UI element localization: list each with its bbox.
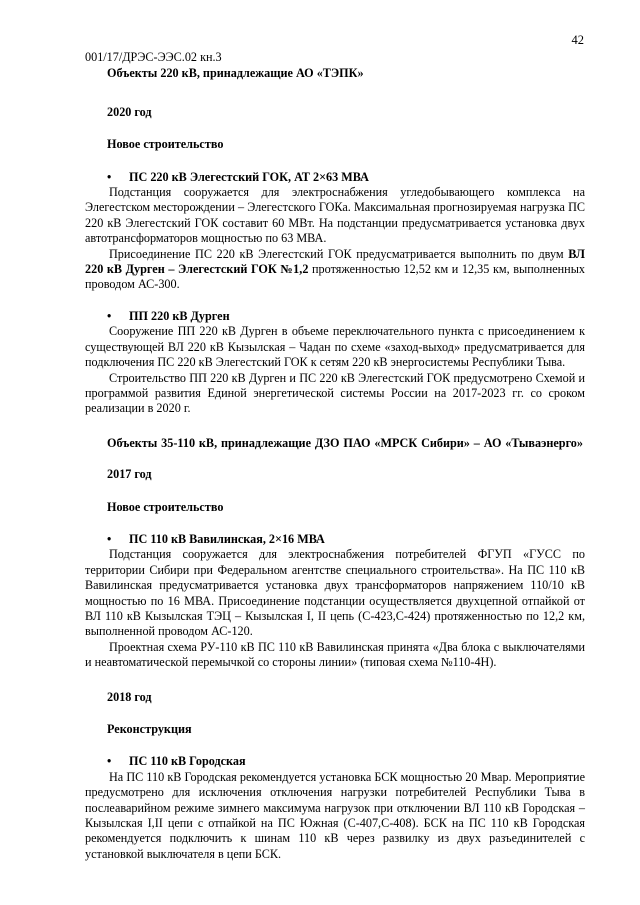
- paragraph: Проектная схема РУ-110 кВ ПС 110 кВ Вавилинская принята «Два блока с выключателями и неавтоматической перемычкой со стороны линии» (типовая схема №110-4Н).: [85, 639, 585, 670]
- bullet-icon: •: [107, 169, 112, 184]
- item-title: ПС 110 кВ Вавилинская, 2×16 МВА: [129, 531, 325, 546]
- subheading-new-construction: Новое строительство: [107, 137, 224, 152]
- paragraph: Подстанция сооружается для электроснабжения угледобывающего комплекса на Элегестском месторождении – Элегестского ГОКа. Максимальная прогнозируемая нагрузка ПС 220 кВ Элегестский ГОК составит 60 МВт. На подстанции предусматривается установка двух автотрансформаторов мощностью по 63 МВА.: [85, 185, 585, 246]
- year-heading-2018: 2018 год: [107, 689, 152, 704]
- list-item-gorodskaya: [85, 754, 585, 769]
- subheading-reconstruction: Реконструкция: [107, 722, 192, 736]
- paragraph: [85, 247, 585, 293]
- bullet-icon: •: [107, 308, 112, 323]
- subheading-new-construction: Новое строительство: [107, 499, 224, 514]
- item-title: ПС 220 кВ Элегестский ГОК, АТ 2×63 МВА: [129, 169, 369, 184]
- item-title: ПС 110 кВ Городская: [129, 754, 246, 769]
- paragraph: Подстанция сооружается для электроснабжения потребителей ФГУП «ГУСС по территории Сибири при Федеральном агентстве специального строительства». На ПС 110 кВ Вавилинская предусматривается установка двух трансформаторов напряжением 110/10 кВ мощностью по 16 МВА. Присоединение подстанции осуществляется двухцепной отпайкой от ВЛ 110 кВ Кызылская ТЭЦ – Кызылская I, II цепь (С-423,С-424) протяженностью по 12,2 км, выполненной проводом АС-120.: [85, 547, 585, 639]
- paragraph: Строительство ПП 220 кВ Дурген и ПС 220 кВ Элегестский ГОК предусмотрено Схемой и программой развития Единой энергетической системы России на 2017-2023 гг. со сроком реализации в 2020 г.: [85, 370, 585, 416]
- item-title: ПП 220 кВ Дурген: [129, 308, 230, 323]
- year-heading-2017: 2017 год: [107, 467, 152, 482]
- page-number: 42: [571, 33, 584, 47]
- text-span: протяженностью 12,52 км и 12,35 км, выполненных проводом АС-300.: [85, 262, 585, 292]
- list-item-durgen: [85, 309, 585, 324]
- bullet-icon: •: [107, 531, 112, 546]
- year-heading-2020: 2020 год: [107, 104, 152, 119]
- section-title-35-110kv: Объекты 35-110 кВ, принадлежащие ДЗО ПАО «МРСК Сибири» – АО «Тываэнерго»: [107, 435, 583, 450]
- list-item-vavilinskaya: [85, 532, 585, 547]
- bullet-icon: •: [107, 754, 112, 769]
- text-span: Присоединение ПС 220 кВ Элегестский ГОК предусматривается выполнить по двум: [109, 246, 569, 261]
- page-content: [85, 50, 585, 862]
- paragraph: Сооружение ПП 220 кВ Дурген в объеме переключательного пункта с присоединением к существующей ВЛ 220 кВ Кызылская – Чадан по схеме «заход-выход» предусматривается для подключения ПС 220 кВ Элегестский ГОК к сетям 220 кВ энергосистемы Республики Тыва.: [85, 324, 585, 370]
- paragraph: На ПС 110 кВ Городская рекомендуется установка БСК мощностью 20 Мвар. Мероприятие предусмотрено для исключения отключения нагрузки потребителей Республики Тыва в послеаварийном режиме зимнего максимума нагрузок при отключении ВЛ 110 кВ Городская – Кызылская I,II цепи с отпайкой на ПС Южная (С-407,С-408). БСК на ПС 110 кВ Городская рекомендуется подключить к шинам 110 кВ через развилку из двух разъединителей с установкой выключателя в цепи БСК.: [85, 769, 585, 861]
- section-title-220kv: Объекты 220 кВ, принадлежащие АО «ТЭПК»: [107, 66, 364, 81]
- bold-text-span: ВЛ 220 кВ Дурген – Элегестский ГОК №1,2: [85, 246, 585, 277]
- document-reference: 001/17/ДРЭС-ЭЭС.02 кн.3: [85, 50, 222, 64]
- list-item-elegest-gok: [85, 170, 585, 185]
